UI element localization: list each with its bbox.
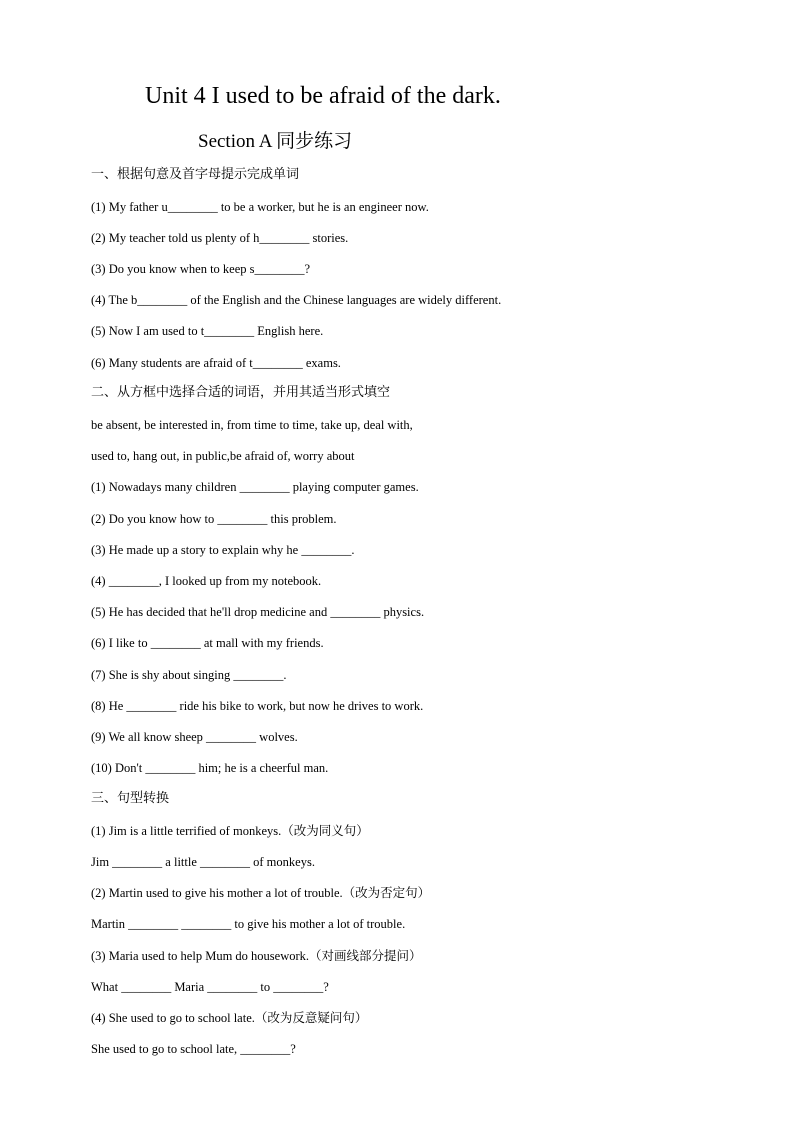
s2-item-8: (8) He ________ ride his bike to work, but now he drives to work. [91, 699, 424, 713]
word-box-line-2: used to, hang out, in public,be afraid of, worry about [91, 449, 355, 463]
s3-line-2: Jim ________ a little ________ of monkeys. [91, 855, 315, 869]
s3-line-6: What ________ Maria ________ to ________? [91, 980, 329, 994]
s2-item-3: (3) He made up a story to explain why he ________. [91, 543, 355, 557]
s1-item-1: (1) My father u________ to be a worker, but he is an engineer now. [91, 200, 429, 214]
s3-line-8: She used to go to school late, ________? [91, 1042, 296, 1056]
s1-item-3: (3) Do you know when to keep s________? [91, 262, 311, 276]
s3-line-4: Martin ________ ________ to give his mother a lot of trouble. [91, 917, 406, 931]
section-1-heading: 一、根据句意及首字母提示完成单词 [91, 167, 300, 182]
s2-item-7: (7) She is shy about singing ________. [91, 668, 287, 682]
s2-item-10: (10) Don't ________ him; he is a cheerful man. [91, 761, 329, 775]
s3-line-3: (2) Martin used to give his mother a lot of trouble.（改为否定句） [91, 886, 431, 900]
section-2-heading: 二、从方框中选择合适的词语，并用其适当形式填空 [91, 385, 391, 400]
s1-item-4: (4) The b________ of the English and the Chinese languages are widely different. [91, 293, 502, 307]
page-subtitle: Section A 同步练习 [198, 131, 353, 152]
s1-item-2: (2) My teacher told us plenty of h________ stories. [91, 231, 349, 245]
section-3-heading: 三、句型转换 [91, 791, 170, 806]
s1-item-6: (6) Many students are afraid of t________ exams. [91, 356, 341, 370]
s3-line-5: (3) Maria used to help Mum do housework.（对画线部分提问） [91, 949, 422, 963]
s2-item-4: (4) ________, I looked up from my notebook. [91, 574, 322, 588]
s2-item-2: (2) Do you know how to ________ this problem. [91, 512, 337, 526]
s2-item-6: (6) I like to ________ at mall with my friends. [91, 636, 324, 650]
s2-item-9: (9) We all know sheep ________ wolves. [91, 730, 298, 744]
word-box-line-1: be absent, be interested in, from time to time, take up, deal with, [91, 418, 413, 432]
s3-line-1: (1) Jim is a little terrified of monkeys.（改为同义句） [91, 824, 369, 838]
s2-item-1: (1) Nowadays many children ________ playing computer games. [91, 480, 419, 494]
s3-line-7: (4) She used to go to school late.（改为反意疑问句） [91, 1011, 368, 1025]
s2-item-5: (5) He has decided that he'll drop medicine and ________ physics. [91, 605, 425, 619]
page-title: Unit 4 I used to be afraid of the dark. [145, 83, 501, 109]
s1-item-5: (5) Now I am used to t________ English here. [91, 324, 324, 338]
